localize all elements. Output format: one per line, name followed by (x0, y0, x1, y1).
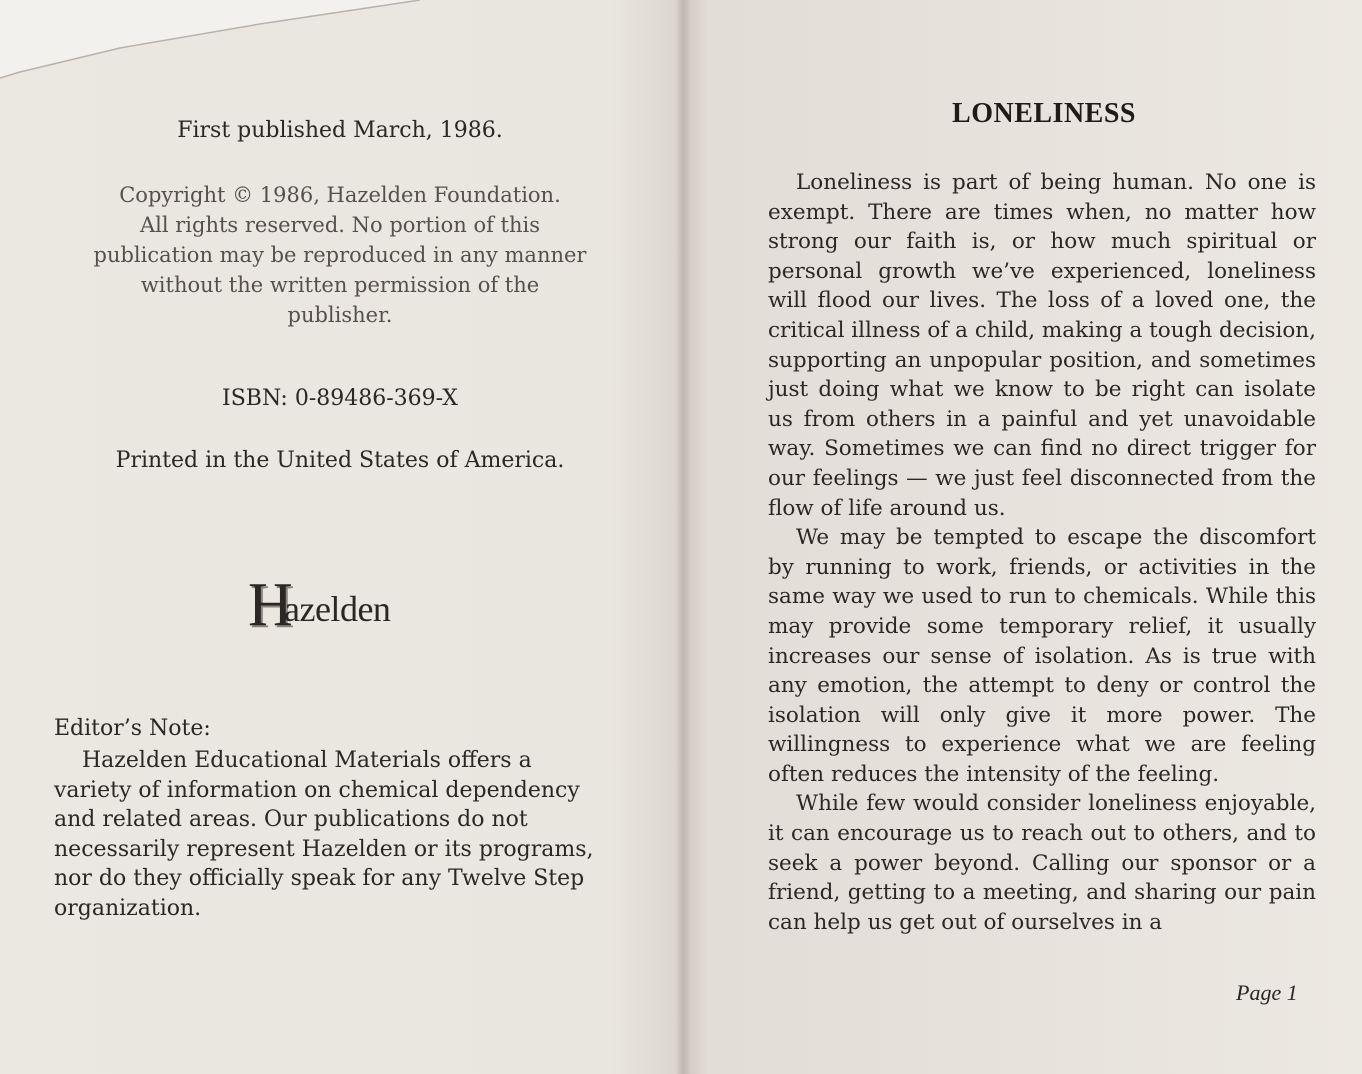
page-number: Page 1 (1236, 980, 1298, 1005)
logo-initial: H (248, 571, 293, 639)
paragraph: Loneliness is part of being human. No one is exempt. There are times when, no matter how strong our faith is, or how much spiritual or personal growth we’ve experienced, loneliness will flood our lives. The loss of a loved one, the critical illness of a child, making a tough decision, supporting an unpopular position, and sometimes just doing what we know to be right can isolate us from others in a painful and yet unavoidable way. Sometimes we can find no direct trigger for our feelings — we just feel disconnected from the flow of life around us. (768, 170, 1316, 521)
paragraph: While few would consider loneliness enjoyable, it can encourage us to reach out to others, and to seek a power beyond. Calling our sponsor or a friend, getting to a meeting, and sharing our pain can help us get out of ourselves in a (768, 791, 1316, 935)
isbn-line: ISBN: 0-89486-369-X (222, 386, 458, 411)
hazelden-logo (246, 572, 436, 644)
copyright-line: Copyright © 1986, Hazelden Foundation. (119, 183, 561, 207)
paragraph: We may be tempted to escape the discomfort by running to work, friends, or activities in the same way we used to run to chemicals. While this may provide some temporary relief, it usually increases our sense of isolation. As is true with any emotion, the attempt to deny or control the isolation will only give it more power. The willingness to experience what we are feeling often reduces the intensity of the feeling. (768, 525, 1316, 787)
right-page (684, 0, 1362, 1074)
printed-in-line: Printed in the United States of America. (115, 448, 565, 473)
first-published-line: First published March, 1986. (177, 118, 503, 143)
editors-note-body: Hazelden Educational Materials offers a variety of information on chemical dependency and related areas. Our publications do not necessarily represent Hazelden or its programs, nor do they officially speak for any Twelve Step organization. (54, 748, 594, 921)
editors-note-title: Editor’s Note: (54, 716, 211, 741)
copyright-line: publisher. (287, 303, 393, 327)
copyright-line: publication may be reproduced in any manner (93, 243, 587, 267)
copyright-line: All rights reserved. No portion of this (139, 213, 541, 237)
logo-wordmark: azelden (284, 589, 391, 629)
chapter-heading: LONELINESS (952, 98, 1136, 129)
copyright-line: without the written permission of the (140, 273, 540, 297)
copyright-notice (40, 180, 640, 330)
body-text (768, 168, 1316, 937)
torn-corner (0, 0, 420, 80)
